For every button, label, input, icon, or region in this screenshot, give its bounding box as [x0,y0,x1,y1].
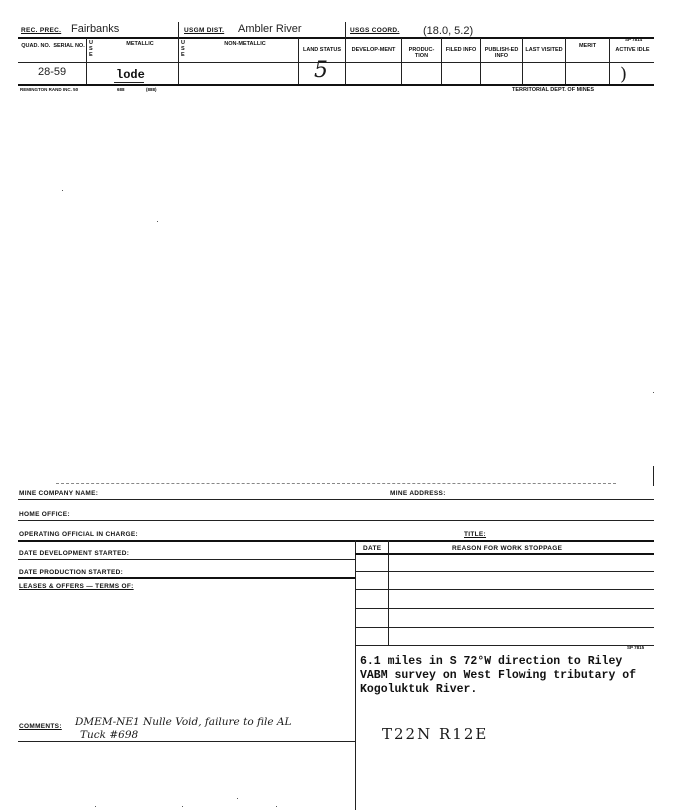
location-line: 6.1 miles in S 72°W direction to Riley [360,655,623,668]
header-rule [18,37,654,39]
stoppage-date-divider [388,540,389,646]
grid-divider [441,38,442,84]
use-letter: E [181,52,185,58]
header-divider [345,22,346,39]
stoppage-header-rule [355,553,654,555]
leases-offers-label: LEASES & OFFERS — TERMS OF: [19,583,134,590]
grid-divider [401,38,402,84]
stoppage-date-header: DATE [363,545,382,552]
imprint-code-a: 688 [117,87,125,92]
nonmetallic-header: NON-METALLIC [224,41,266,47]
back-form-code: SP 7815 [627,645,645,650]
grid-divider [178,38,179,84]
use-letter: S [181,46,185,52]
grid-divider [522,38,523,84]
card-edge-mark [653,466,654,486]
mine-company-label: MINE COMPANY NAME: [19,490,99,497]
grid-divider [480,38,481,84]
scan-speck [237,798,238,799]
grid-divider [609,38,610,84]
metallic-value: lode [116,68,145,82]
home-office-label: HOME OFFICE: [19,511,70,518]
serial-label: SERIAL NO. [53,43,85,49]
scan-speck [62,190,63,191]
stoppage-table-left-border [355,540,356,810]
use-letters-nonmetallic [181,40,187,58]
usgs-coord-label: USGS COORD. [350,27,400,34]
production-header: PRODUC-TION [408,47,435,59]
quad-serial-value: 28-59 [38,66,67,78]
home-office-rule [18,520,654,521]
usgm-dist-label: USGM DIST. [184,27,225,34]
date-production-rule [18,577,355,579]
mine-company-rule [18,499,654,500]
metallic-underline [114,82,144,83]
township-range-note: T22N R12E [382,725,489,743]
printer-imprint: REMINGTON RAND INC. 50 [20,87,79,92]
imprint-code-b: (888) [146,87,157,92]
location-description [360,655,636,697]
land-status-header: LAND STATUS [303,47,341,53]
quad-serial-header [20,43,86,49]
use-letter: U [181,40,185,46]
stoppage-row-rule [355,608,654,609]
title-label: TITLE: [464,531,487,538]
location-line: Kogoluktuk River. [360,683,478,696]
use-letter: E [89,52,93,58]
comments-line-2: Tuck #698 [80,729,139,741]
active-idle-mark: ) [620,64,628,85]
filed-info-header: FILED INFO [445,47,477,53]
stoppage-reason-header: REASON FOR WORK STOPPAGE [452,545,563,552]
last-visited-header: LAST VISITED [525,47,563,53]
date-production-label: DATE PRODUCTION STARTED: [19,569,124,576]
active-idle-header: ACTIVE IDLE [615,47,650,53]
card-top-edge [56,483,616,484]
mine-address-label: MINE ADDRESS: [390,490,446,497]
use-letters-metallic [89,40,95,58]
merit-header: MERIT [578,43,597,49]
stoppage-row-rule [355,571,654,572]
comments-line-1: DMEM-NE1 Nulle Void, failure to file AL [75,716,292,728]
stoppage-row-rule [355,627,654,628]
published-info-header: PUBLISH-ED INFO [484,47,519,59]
comments-label: COMMENTS: [19,723,62,730]
department-imprint: TERRITORIAL DEPT. OF MINES [512,87,594,93]
location-line: VABM survey on West Flowing tributary of [360,669,637,682]
stoppage-row-rule [355,645,654,646]
date-development-label: DATE DEVELOPMENT STARTED: [19,550,130,557]
grid-divider [298,38,299,84]
stoppage-row-rule [355,589,654,590]
usgm-dist-value: Ambler River [238,23,302,35]
rec-prec-value: Fairbanks [71,23,120,35]
use-letter: S [89,46,93,52]
development-header: DEVELOP-MENT [351,47,396,53]
operating-official-rule [18,540,654,542]
quad-label: QUAD. NO. [21,43,51,49]
scan-speck [157,221,158,222]
metallic-header: METALLIC [126,41,154,47]
use-letter: U [89,40,93,46]
rec-prec-label: REC. PREC. [21,27,62,34]
scan-speck [95,806,96,807]
column-header-bottom-rule [18,62,654,63]
date-development-rule [18,559,355,560]
scan-speck [182,806,183,807]
comments-rule [18,741,355,742]
usgs-coord-value: (18.0, 5.2) [423,25,474,37]
operating-official-label: OPERATING OFFICIAL IN CHARGE: [19,531,138,538]
grid-divider [565,38,566,84]
scan-speck [276,806,277,807]
front-form-code: SP 7814 [625,37,643,42]
row-bottom-rule [18,84,654,86]
grid-divider [86,38,87,84]
header-divider [178,22,179,39]
grid-divider [345,38,346,84]
land-status-mark: 5 [314,58,328,83]
scan-speck [653,392,654,393]
